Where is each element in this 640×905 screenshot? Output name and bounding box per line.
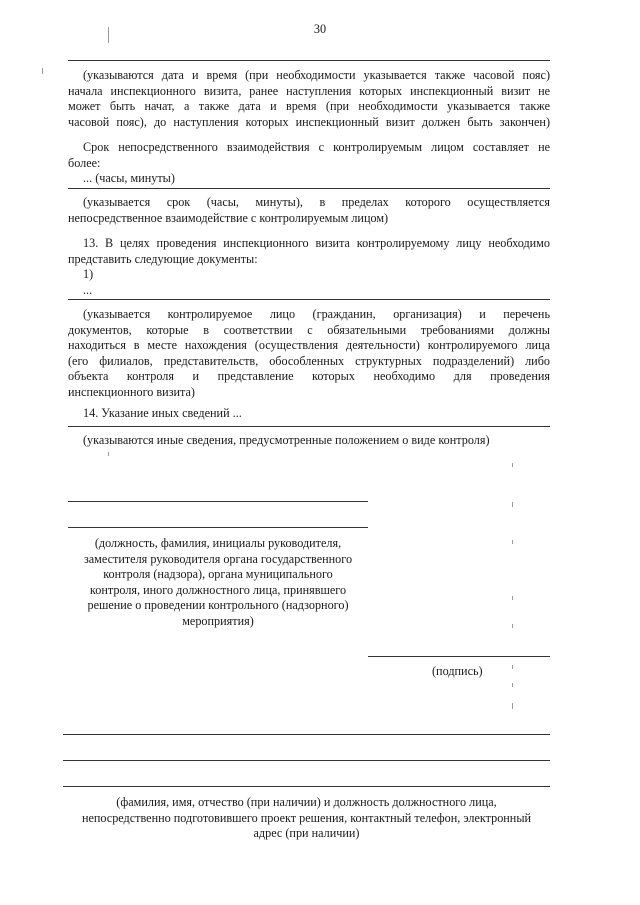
interaction-hint bbox=[68, 195, 550, 226]
visit-time-hint-line: может быть начат, а также дата и время (при необходимости указывается также bbox=[68, 99, 550, 113]
scan-mark bbox=[512, 624, 513, 628]
official-hint bbox=[68, 536, 368, 629]
scan-mark bbox=[512, 463, 513, 467]
official-hint-line: решение о проведении контрольного (надзорного) bbox=[87, 598, 349, 612]
interaction-line: более: bbox=[68, 155, 101, 170]
item-14: 14. Указание иных сведений ... bbox=[83, 406, 242, 420]
official-hint-line: мероприятия) bbox=[182, 613, 254, 628]
interaction-value: ... (часы, минуты) bbox=[83, 171, 175, 185]
item-13-hint-line: объекта контроля и представление которых необходимо для проведения bbox=[68, 369, 550, 383]
rule-official-2 bbox=[68, 527, 368, 528]
scan-mark bbox=[512, 540, 513, 544]
item-13-line: 13. В целях проведения инспекционного визита контролируемому лицу необходимо bbox=[83, 236, 550, 250]
rule-preparer-2 bbox=[63, 760, 550, 761]
item-13 bbox=[68, 236, 550, 298]
visit-time-hint-line: начала инспекционного визита, ранее наступления которых инспекционный визит не bbox=[68, 83, 550, 98]
official-hint-line: (должность, фамилия, инициалы руководителя, bbox=[94, 536, 342, 550]
rule-item-13 bbox=[68, 299, 550, 300]
official-hint-line: контроля (надзора), органа муниципального bbox=[103, 567, 333, 581]
preparer-hint-line: (фамилия, имя, отчество (при наличии) и должность должностного лица, bbox=[116, 795, 497, 809]
visit-time-hint-line: часовой пояс), до наступления которых инспекционный визит должен быть закончен) bbox=[68, 114, 550, 129]
item-13-line: представить следующие документы: bbox=[68, 251, 258, 266]
rule-item-14 bbox=[68, 426, 550, 427]
item-14-hint: (указываются иные сведения, предусмотренные положением о виде контроля) bbox=[83, 433, 490, 447]
scan-mark bbox=[512, 596, 513, 600]
interaction-hint-line: (указывается срок (часы, минуты), в пределах которого осуществляется bbox=[83, 195, 550, 209]
rule-top bbox=[68, 60, 550, 61]
item-13-hint-line: (указывается контролируемое лицо (гражданин, организация) и перечень bbox=[83, 307, 550, 321]
scan-mark bbox=[512, 502, 513, 507]
item-13-hint-line: (его филиалов, представительств, обособленных структурных подразделений) либо bbox=[68, 353, 550, 368]
preparer-hint-line: непосредственно подготовившего проект решения, контактный телефон, электронный bbox=[81, 810, 532, 825]
interaction-paragraph bbox=[68, 140, 550, 187]
visit-time-hint bbox=[68, 68, 550, 130]
scan-mark bbox=[512, 703, 513, 709]
scan-mark bbox=[108, 27, 109, 43]
item-13-list-item: 1) bbox=[83, 267, 94, 281]
item-13-hint bbox=[68, 307, 550, 400]
page-number: 30 bbox=[313, 22, 327, 36]
rule-preparer-1 bbox=[63, 734, 550, 735]
scan-mark bbox=[108, 452, 109, 456]
signature-label: (подпись) bbox=[432, 664, 483, 678]
item-13-list-item: ... bbox=[83, 282, 93, 297]
preparer-hint bbox=[60, 795, 553, 842]
official-hint-line: контроля, иного должностного лица, принявшего bbox=[89, 582, 347, 597]
item-13-hint-line: инспекционного визита) bbox=[68, 384, 195, 399]
item-13-hint-line: находиться в месте нахождения (осуществления деятельности) контролируемого лица bbox=[68, 338, 550, 352]
rule-interaction bbox=[68, 188, 550, 189]
interaction-hint-line: непосредственное взаимодействие с контролируемым лицом) bbox=[68, 210, 389, 225]
scan-mark bbox=[42, 68, 43, 74]
visit-time-hint-line: (указываются дата и время (при необходимости указывается также часовой пояс) bbox=[83, 68, 550, 82]
rule-preparer-3 bbox=[63, 786, 550, 787]
scan-mark bbox=[512, 665, 513, 669]
scan-mark bbox=[512, 683, 513, 687]
interaction-line: Срок непосредственного взаимодействия с контролируемым лицом составляет не bbox=[83, 140, 550, 154]
official-hint-line: заместителя руководителя органа государственного bbox=[83, 551, 353, 566]
preparer-hint-line: адрес (при наличии) bbox=[253, 826, 360, 840]
rule-signature bbox=[368, 656, 550, 657]
item-13-hint-line: документов, которые в соответствии с обязательными требованиями должны bbox=[68, 322, 550, 337]
rule-official-1 bbox=[68, 501, 368, 502]
